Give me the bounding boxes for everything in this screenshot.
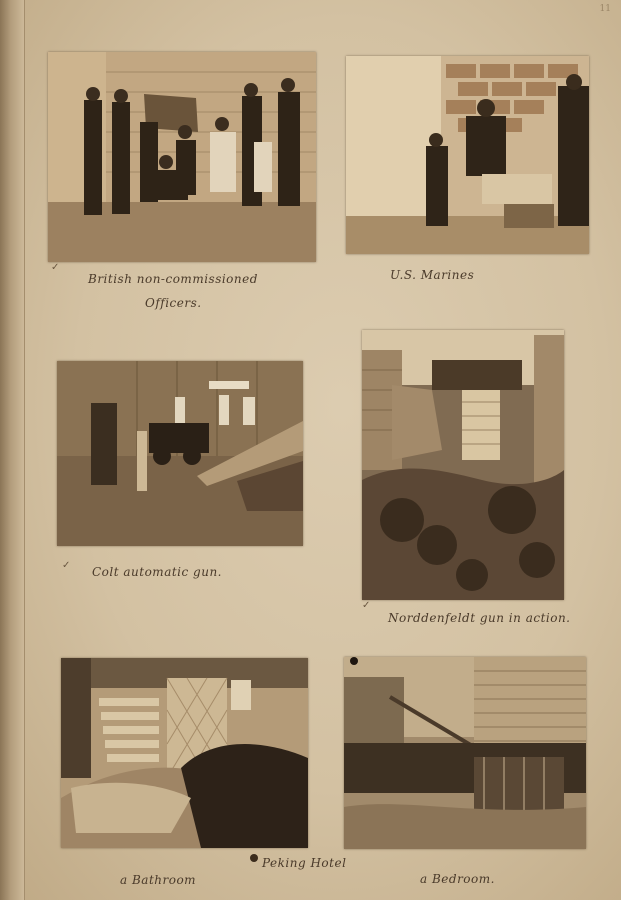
photo-british-ncos-image — [48, 52, 316, 262]
photo-bedroom — [344, 657, 586, 849]
photo-colt-gun-image — [57, 361, 303, 546]
photo-us-marines-image — [346, 56, 589, 254]
caption-bedroom: a Bedroom. — [420, 872, 495, 886]
photo-bathroom-image — [61, 658, 308, 848]
caption-norddenfeldt-gun: Norddenfeldt gun in action. — [388, 611, 571, 625]
photo-norddenfeldt-gun-image — [362, 330, 564, 600]
photo-norddenfeldt-gun — [362, 330, 564, 600]
tick-mark-photo4: ✓ — [362, 600, 371, 611]
caption-british-ncos: British non-commissioned — [88, 272, 258, 286]
tick-mark-photo3: ✓ — [62, 560, 71, 571]
photo-colt-gun — [57, 361, 303, 546]
caption-colt-gun: Colt automatic gun. — [92, 565, 222, 579]
tick-mark-photo1: ✓ — [51, 262, 60, 273]
caption-peking-hotel: Peking Hotel — [262, 856, 347, 870]
caption-bathroom: a Bathroom — [120, 873, 197, 887]
album-binding — [0, 0, 25, 900]
photo-us-marines — [346, 56, 589, 254]
photo-bathroom — [61, 658, 308, 848]
photo-british-ncos — [48, 52, 316, 262]
page-number: 11 — [599, 4, 611, 14]
caption-british-ncos-line2: Officers. — [145, 296, 202, 310]
caption-us-marines: U.S. Marines — [390, 268, 475, 282]
photo-bedroom-image — [344, 657, 586, 849]
ink-dot — [250, 854, 258, 862]
